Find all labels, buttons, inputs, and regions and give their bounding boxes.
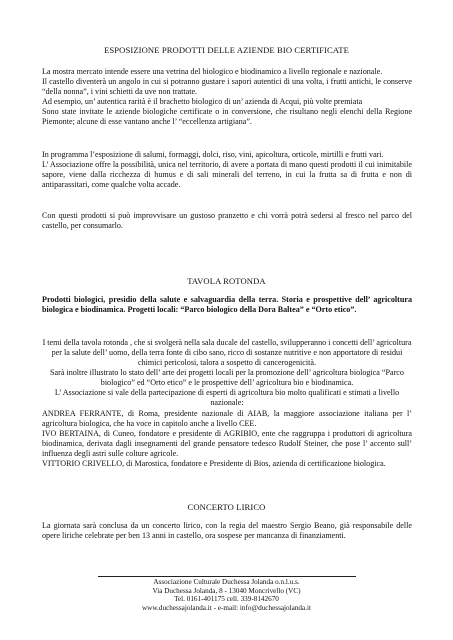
paragraph: I temi della tavola rotonda , che si svolgerà nella sala ducale del castello, svilupperanno i concetti dell’ agricoltura per la salute dell’ uomo, della terra fonte di cibo sano, ricco di sostanze nutritive e non apportatore di residui chimici pericolosi, talora a sospetto di cancerogenicità. [42,338,412,368]
footer-web-email: www.duchessajolanda.it - e-mail: info@duchessajolanda.it [141,603,312,612]
section-title-concerto-lirico: CONCERTO LIRICO [187,502,266,512]
paragraph: Il castello diventerà un angolo in cui si potranno gustare i sapori autentici di una volta, i frutti antichi, le conserve “della nonna”, i vini schietti da uve non trattate. [42,77,412,97]
section-esposizione-program [42,150,412,190]
paragraph: La mostra mercato intende essere una vetrina del biologico e biodinamico a livello regionale e nazionale. [42,67,383,76]
paragraph: Sarà inoltre illustrato lo stato dell’ arte dei progetti locali per la promozione dell’ agricoltura biologica “Parco biologico” ed “Orto etico” e le prospettive dell’ agricoltura bio e biodinamica. [50,368,404,388]
section-esposizione-body [42,67,412,127]
speaker-item: ANDREA FERRANTE, di Roma, presidente nazionale di AIAB, la maggiore associazione italiana per l’ agricoltura biologica, che ha voce in capitolo anche a livello CEE. [42,409,412,429]
concerto-lirico-body: La giornata sarà conclusa da un concerto lirico, con la regia del maestro Sergio Beano, già responsabile delle opere liriche celebrate per ben 13 anni in castello, ora sospese per mancanza di finanziamenti. [42,521,412,541]
footer-address: Via Duchessa Jolanda, 8 - 13040 Moncrivello (VC) [152,586,301,595]
paragraph: Sono state invitate le aziende biologiche certificate o in conversione, che risultano negli elenchi della Regione Piemonte; alcune di esse vantano anche l’ “eccellenza artigiana”. [42,107,412,127]
footer-phone: Tel. 0161-401175 cell. 339-8142670 [174,595,279,604]
footer-association-name: Associazione Culturale Duchessa Jolanda o.n.l.u.s. [153,578,300,586]
speaker-item: IVO BERTAINA, di Cuneo, fondatore e presidente di AGRIBIO, ente che raggruppa i produttori di agricoltura biodinamica, derivata dagli insegnamenti del grande pensatore tedesco Rudolf Steiner, che pose l’ accento sull’ influenza degli astri sulle colture agricole. [42,429,412,459]
tavola-rotonda-heading: Prodotti biologici, presidio della salute e salvaguardia della terra. Storia e prospettive dell’ agricoltura biologica e biodinamica. Progetti locali: “Parco biologico della Dora Baltea” e “Orto etico”. [42,295,412,315]
section-title-tavola-rotonda: TAVOLA ROTONDA [187,276,266,286]
paragraph: L’ Associazione offre la possibilità, unica nel territorio, di avere a portata di mano questi prodotti il cui inimitabile sapore, viene dalla ricchezza di humus e di sali minerali del terreno, in cui la frutta sa di frutta e non di antiparassitari, come qualche volta accade. [42,160,412,190]
tavola-rotonda-speakers [42,409,412,469]
footer [0,578,453,612]
paragraph: Ad esempio, un’ autentica rarità è il brachetto biologico di un’ azienda di Acqui, più volte premiata [42,97,363,107]
paragraph: In programma l’esposizione di salumi, formaggi, dolci, riso, vini, apicoltura, orticole, mirtilli e frutti vari. [42,150,384,159]
section-esposizione-closing [42,211,412,231]
speaker-item: VITTORIO CRIVELLO, di Marostica, fondatore e Presidente di Bios, azienda di certificazione biologica. [42,459,386,469]
paragraph: Con questi prodotti si può improvvisare un gustoso pranzetto e chi vorrà potrà sedersi al fresco nel parco del castello, per consumarlo. [42,211,412,231]
paragraph: L’ Associazione si vale della partecipazione di esperti di agricoltura bio molto qualificati e stimati a livello nazionale: [54,388,400,408]
section-title-esposizione: ESPOSIZIONE PRODOTTI DELLE AZIENDE BIO CERTIFICATE [104,45,349,55]
tavola-rotonda-intro [42,338,412,408]
footer-divider [98,576,356,577]
